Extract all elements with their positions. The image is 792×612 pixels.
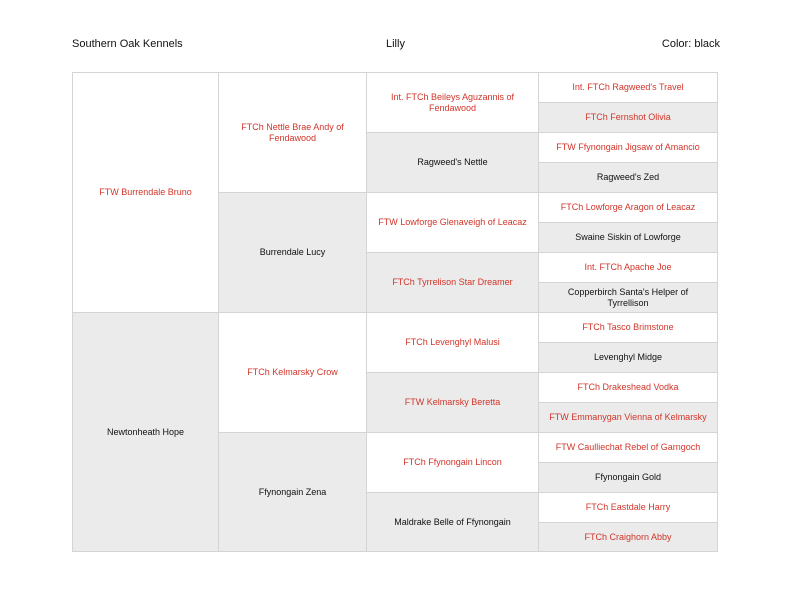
dog-color: Color: black [661,38,720,50]
pedigree-cell-great-grandparent: Maldrake Belle of Ffynongain [366,492,538,552]
pedigree-cell-great-great-grandparent: Copperbirch Santa's Helper of Tyrrellison [538,282,718,312]
pedigree-cell-great-grandparent: Int. FTCh Beileys Aguzannis of Fendawood [366,72,538,132]
pedigree-cell-great-great-grandparent: Levenghyl Midge [538,342,718,372]
pedigree-cell-great-grandparent: FTCh Ffynongain Lincon [366,432,538,492]
pedigree-cell-great-great-grandparent: FTCh Drakeshead Vodka [538,372,718,402]
pedigree-cell-great-grandparent: FTW Kelmarsky Beretta [366,372,538,432]
pedigree-cell-sire-dam: Newtonheath Hope [72,312,218,552]
pedigree-cell-great-great-grandparent: FTW Caulliechat Rebel of Garngoch [538,432,718,462]
pedigree-cell-great-great-grandparent: FTCh Tasco Brimstone [538,312,718,342]
pedigree-cell-great-grandparent: FTCh Levenghyl Malusi [366,312,538,372]
pedigree-cell-great-great-grandparent: Ragweed's Zed [538,162,718,192]
pedigree-cell-grandparent: Ffynongain Zena [218,432,366,552]
pedigree-cell-grandparent: Burrendale Lucy [218,192,366,312]
pedigree-cell-great-grandparent: FTCh Tyrrelison Star Dreamer [366,252,538,312]
pedigree-cell-great-great-grandparent: Int. FTCh Apache Joe [538,252,718,282]
pedigree-cell-sire-dam: FTW Burrendale Bruno [72,72,218,312]
pedigree-cell-great-great-grandparent: FTCh Eastdale Harry [538,492,718,522]
pedigree-cell-great-grandparent: FTW Lowforge Glenaveigh of Leacaz [366,192,538,252]
pedigree-cell-grandparent: FTCh Kelmarsky Crow [218,312,366,432]
pedigree-cell-great-great-grandparent: FTCh Fernshot Olivia [538,102,718,132]
pedigree-cell-great-great-grandparent: Swaine Siskin of Lowforge [538,222,718,252]
pedigree-cell-great-great-grandparent: Ffynongain Gold [538,462,718,492]
pedigree-cell-great-grandparent: Ragweed's Nettle [366,132,538,192]
pedigree-cell-great-great-grandparent: FTCh Craighorn Abby [538,522,718,552]
pedigree-cell-grandparent: FTCh Nettle Brae Andy of Fendawood [218,72,366,192]
pedigree-cell-great-great-grandparent: FTCh Lowforge Aragon of Leacaz [538,192,718,222]
pedigree-cell-great-great-grandparent: FTW Emmanygan Vienna of Kelmarsky [538,402,718,432]
kennel-name: Southern Oak Kennels [72,38,183,50]
pedigree-cell-great-great-grandparent: FTW Ffynongain Jigsaw of Amancio [538,132,718,162]
dog-name: Lilly [386,38,405,50]
pedigree-cell-great-great-grandparent: Int. FTCh Ragweed's Travel [538,72,718,102]
